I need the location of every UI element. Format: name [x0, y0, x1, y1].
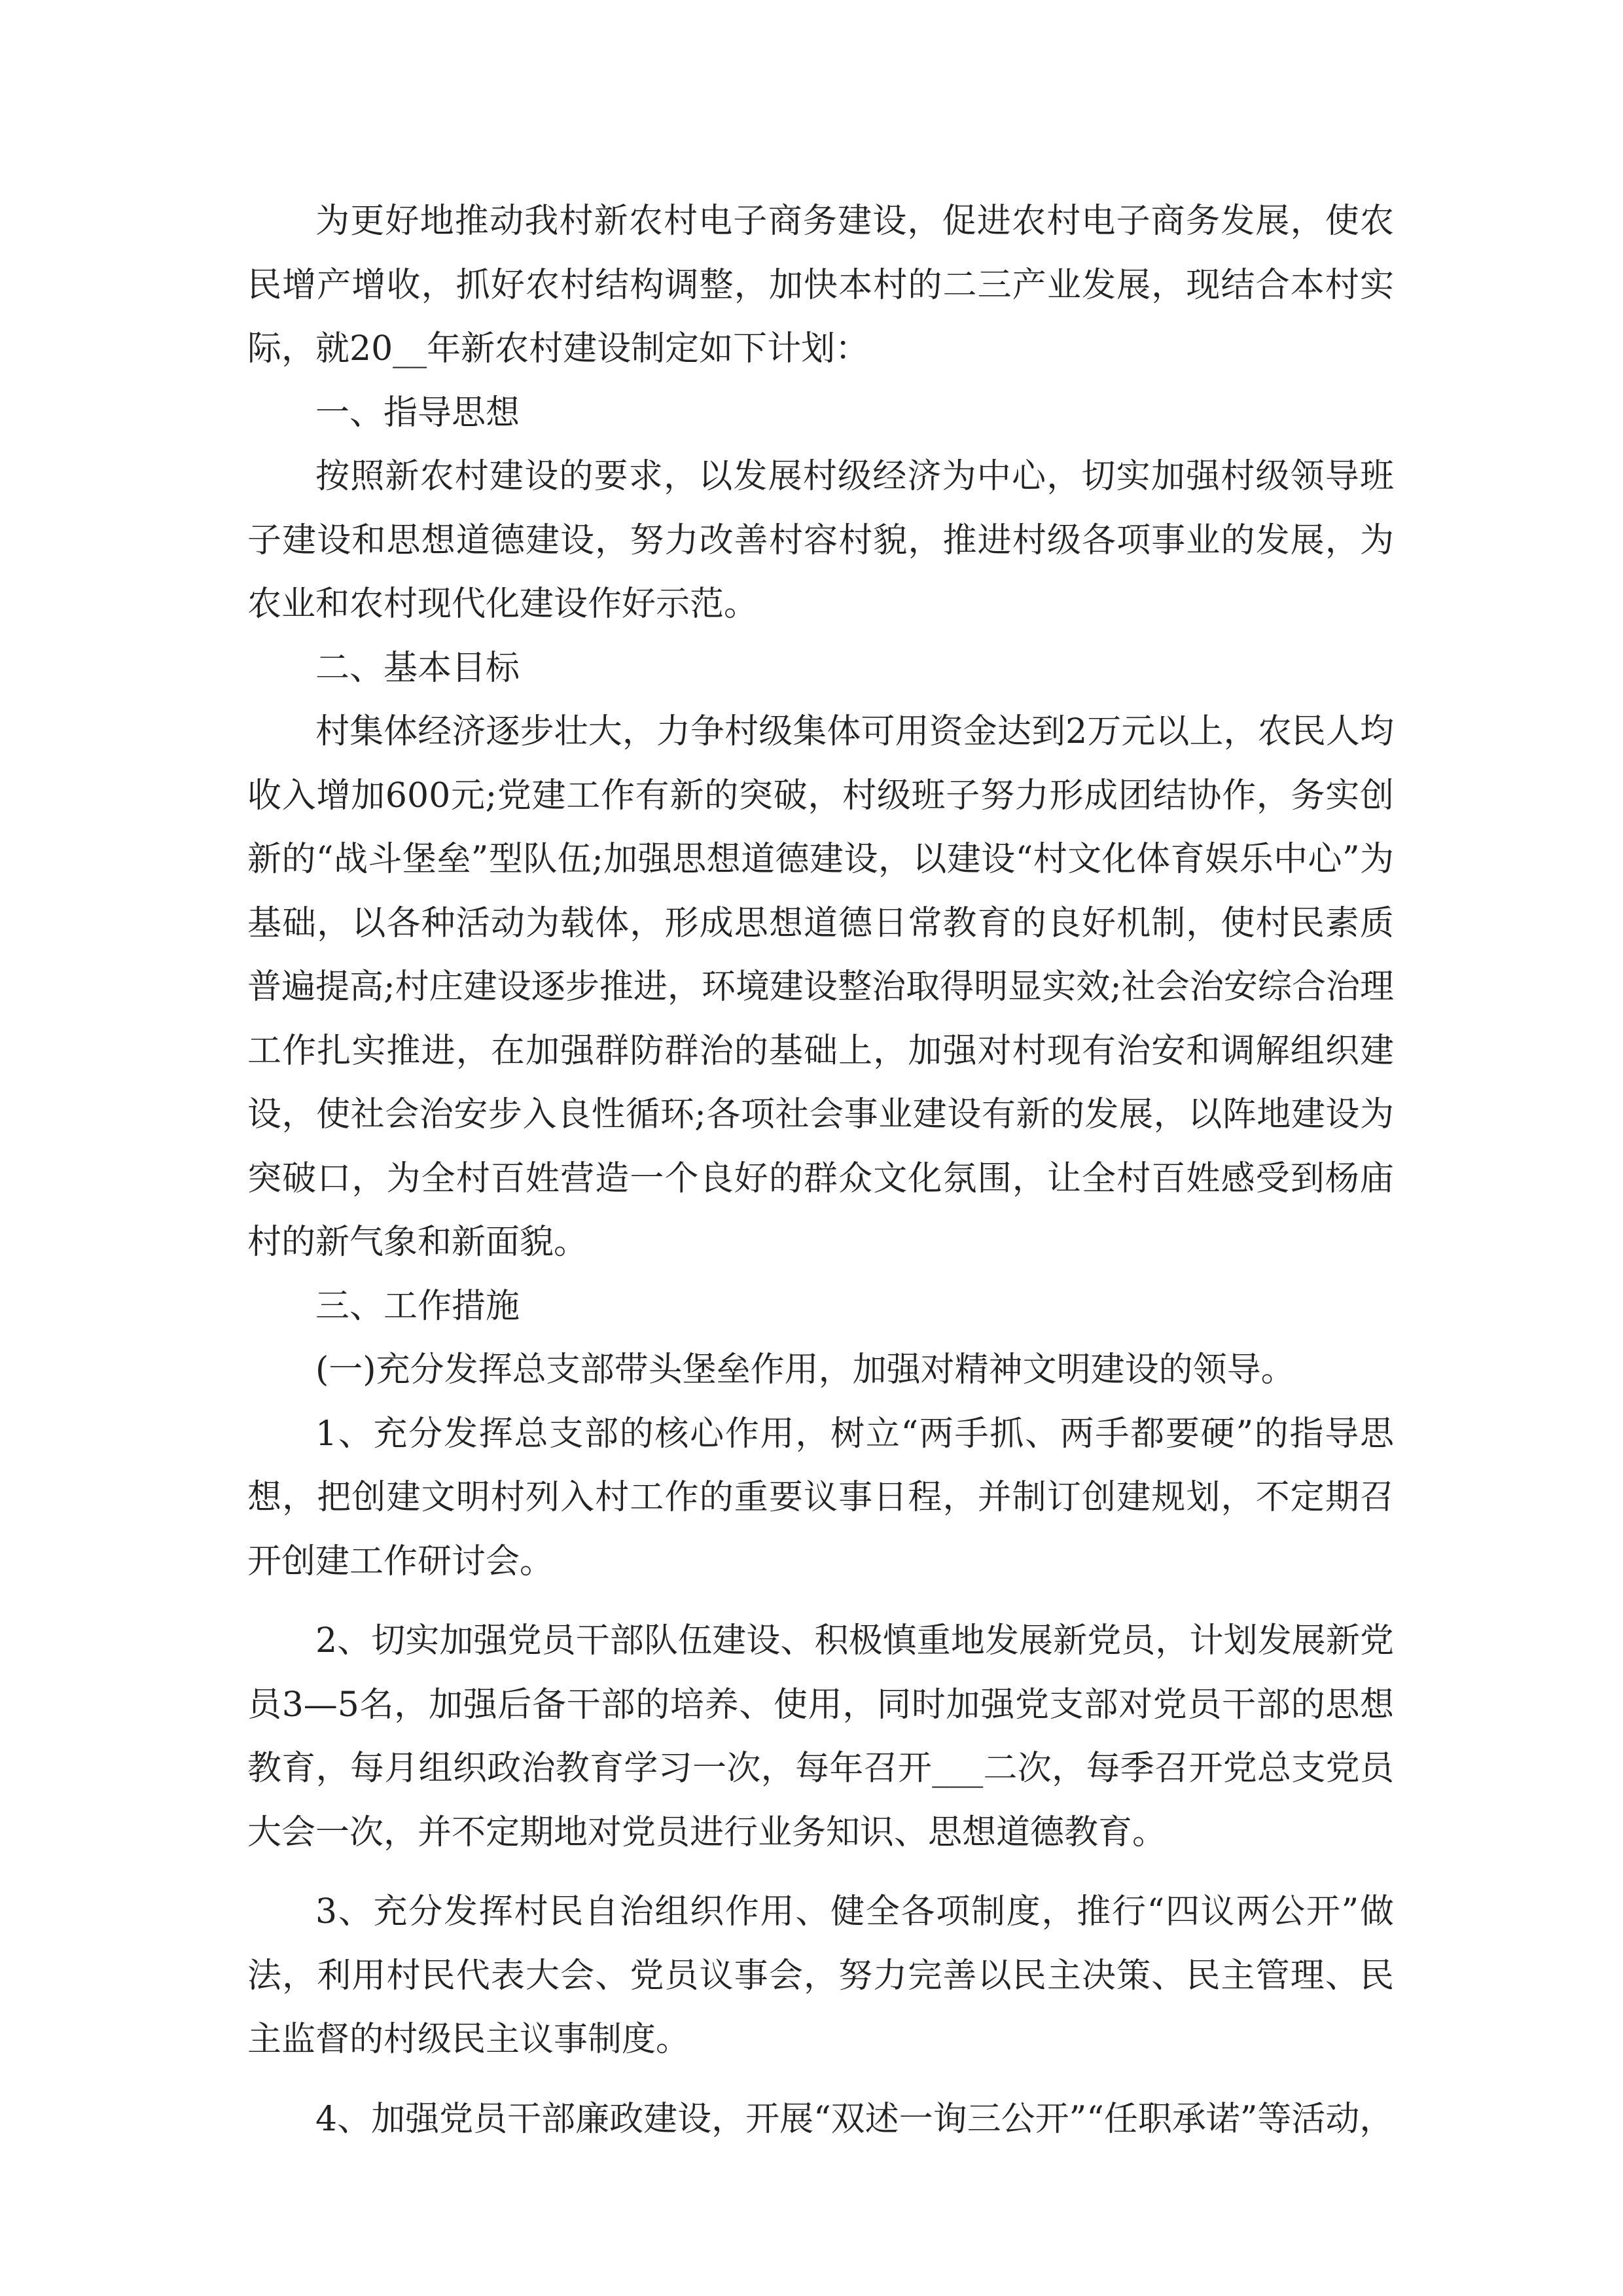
section-heading-basic-goals: 二、基本目标 — [315, 648, 520, 688]
intro-paragraph: 为更好地推动我村新农村电子商务建设，促进农村电子商务发展，使农民增产增收，抓好农村结构调整，加快本村的二三产业发展，现结合本村实际，就20__年新农村建设制定如下计划： — [247, 202, 1394, 368]
section-heading-guiding-ideology: 一、指导思想 — [315, 393, 520, 433]
section-heading-work-measures: 三、工作措施 — [315, 1286, 520, 1326]
measure-item-4: 4、加强党员干部廉政建设，开展“双述一询三公开”“任职承诺”等活动， — [315, 2099, 1394, 2139]
subsection-heading-1: (一)充分发挥总支部带头堡垒作用，加强对精神文明建设的领导。 — [315, 1350, 1295, 1390]
measure-item-1: 1、充分发挥总支部的核心作用，树立“两手抓、两手都要硬”的指导思想，把创建文明村列入村工作的重要议事日程，并制订创建规划，不定期召开创建工作研讨会。 — [247, 1414, 1394, 1581]
measure-item-3: 3、充分发挥村民自治组织作用、健全各项制度，推行“四议两公开”做法，利用村民代表大会、党员议事会，努力完善以民主决策、民主管理、民主监督的村级民主议事制度。 — [247, 1892, 1394, 2059]
document-body — [247, 190, 1394, 2151]
measure-item-2: 2、切实加强党员干部队伍建设、积极慎重地发展新党员，计划发展新党员3—5名，加强后备干部的培养、使用，同时加强党支部对党员干部的思想教育，每月组织政治教育学习一次，每年召开___二次，每季召开党总支党员大会一次，并不定期地对党员进行业务知识、思想道德教育。 — [247, 1621, 1394, 1852]
basic-goals-paragraph: 村集体经济逐步壮大，力争村级集体可用资金达到2万元以上，农民人均收入增加600元;党建工作有新的突破，村级班子努力形成团结协作，务实创新的“战斗堡垒”型队伍;加强思想道德建设，以建设“村文化体育娱乐中心”为基础，以各种活动为载体，形成思想道德日常教育的良好机制，使村民素质普遍提高;村庄建设逐步推进，环境建设整治取得明显实效;社会治安综合治理工作扎实推进，在加强群防群治的基础上，加强对村现有治安和调解组织建设，使社会治安步入良性循环;各项社会事业建设有新的发展，以阵地建设为突破口，为全村百姓营造一个良好的群众文化氛围，让全村百姓感受到杨庙村的新气象和新面貌。 — [247, 712, 1394, 1262]
guiding-ideology-paragraph: 按照新农村建设的要求，以发展村级经济为中心，切实加强村级领导班子建设和思想道德建设，努力改善村容村貌，推进村级各项事业的发展，为农业和农村现代化建设作好示范。 — [247, 457, 1394, 624]
